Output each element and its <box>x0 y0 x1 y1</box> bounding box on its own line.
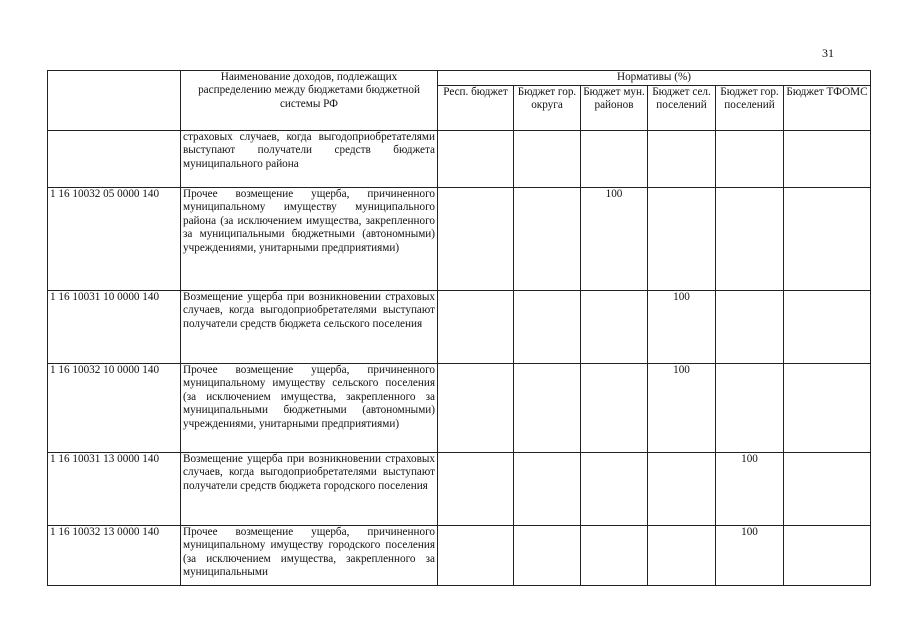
value-urban-settlement-budget <box>716 131 784 188</box>
value-municipal-district-budget <box>581 131 648 188</box>
table-row <box>48 526 871 586</box>
column-header-urban-settlement-budget: Бюджет гор. поселений <box>716 86 784 131</box>
value-municipal-district-budget <box>581 453 648 526</box>
value-city-district-budget <box>514 453 581 526</box>
value-city-district-budget <box>514 188 581 291</box>
code-column-header <box>48 71 181 131</box>
value-municipal-district-budget <box>581 291 648 364</box>
description-column-header: Наименование доходов, подлежащих распределению между бюджетами бюджетной системы РФ <box>181 71 438 131</box>
revenue-code: 1 16 10031 10 0000 140 <box>48 291 181 364</box>
value-resp-budget <box>438 131 514 188</box>
column-header-resp-budget: Респ. бюджет <box>438 86 514 131</box>
revenue-description: Прочее возмещение ущерба, причиненного муниципальному имуществу муниципального района (за исключением имущества, закрепленного за муниципальными бюджетными (автономными) учреждениями, унитарными предприятиями) <box>181 188 438 291</box>
value-tfoms-budget <box>784 526 871 586</box>
value-tfoms-budget <box>784 453 871 526</box>
budget-normatives-table <box>47 70 871 586</box>
revenue-code <box>48 131 181 188</box>
value-city-district-budget <box>514 291 581 364</box>
value-resp-budget <box>438 188 514 291</box>
value-resp-budget <box>438 364 514 453</box>
revenue-code: 1 16 10031 13 0000 140 <box>48 453 181 526</box>
page-number: 31 <box>822 46 834 60</box>
revenue-code: 1 16 10032 05 0000 140 <box>48 188 181 291</box>
value-rural-settlement-budget <box>648 526 716 586</box>
value-rural-settlement-budget <box>648 453 716 526</box>
value-tfoms-budget <box>784 364 871 453</box>
value-tfoms-budget <box>784 131 871 188</box>
value-rural-settlement-budget <box>648 131 716 188</box>
revenue-code: 1 16 10032 13 0000 140 <box>48 526 181 586</box>
table-row <box>48 131 871 188</box>
revenue-description: страховых случаев, когда выгодоприобретателями выступают получатели средств бюджета муниципального района <box>181 131 438 188</box>
value-rural-settlement-budget: 100 <box>648 291 716 364</box>
value-municipal-district-budget <box>581 364 648 453</box>
value-rural-settlement-budget <box>648 188 716 291</box>
revenue-description: Возмещение ущерба при возникновении страховых случаев, когда выгодоприобретателями выступают получатели средств бюджета городского поселения <box>181 453 438 526</box>
value-rural-settlement-budget: 100 <box>648 364 716 453</box>
table-row <box>48 364 871 453</box>
value-urban-settlement-budget <box>716 188 784 291</box>
table-row <box>48 453 871 526</box>
value-tfoms-budget <box>784 291 871 364</box>
value-resp-budget <box>438 526 514 586</box>
value-tfoms-budget <box>784 188 871 291</box>
column-header-tfoms-budget: Бюджет ТФОМС <box>784 86 871 131</box>
value-municipal-district-budget: 100 <box>581 188 648 291</box>
column-header-city-district-budget: Бюджет гор. округа <box>514 86 581 131</box>
revenue-code: 1 16 10032 10 0000 140 <box>48 364 181 453</box>
table-row <box>48 188 871 291</box>
value-resp-budget <box>438 453 514 526</box>
revenue-description: Возмещение ущерба при возникновении страховых случаев, когда выгодоприобретателями выступают получатели средств бюджета сельского поселения <box>181 291 438 364</box>
value-urban-settlement-budget <box>716 291 784 364</box>
value-urban-settlement-budget <box>716 364 784 453</box>
column-header-rural-settlement-budget: Бюджет сел. поселений <box>648 86 716 131</box>
normatives-header: Нормативы (%) <box>438 71 871 86</box>
table-row <box>48 291 871 364</box>
value-city-district-budget <box>514 131 581 188</box>
value-city-district-budget <box>514 526 581 586</box>
column-header-municipal-district-budget: Бюджет мун. районов <box>581 86 648 131</box>
value-urban-settlement-budget: 100 <box>716 453 784 526</box>
value-city-district-budget <box>514 364 581 453</box>
value-resp-budget <box>438 291 514 364</box>
revenue-description: Прочее возмещение ущерба, причиненного муниципальному имуществу городского поселения (за исключением имущества, закрепленного за муниципальными <box>181 526 438 586</box>
value-municipal-district-budget <box>581 526 648 586</box>
value-urban-settlement-budget: 100 <box>716 526 784 586</box>
revenue-description: Прочее возмещение ущерба, причиненного муниципальному имуществу сельского поселения (за исключением имущества, закрепленного за муниципальными бюджетными (автономными) учреждениями, унитарными предприятиями) <box>181 364 438 453</box>
